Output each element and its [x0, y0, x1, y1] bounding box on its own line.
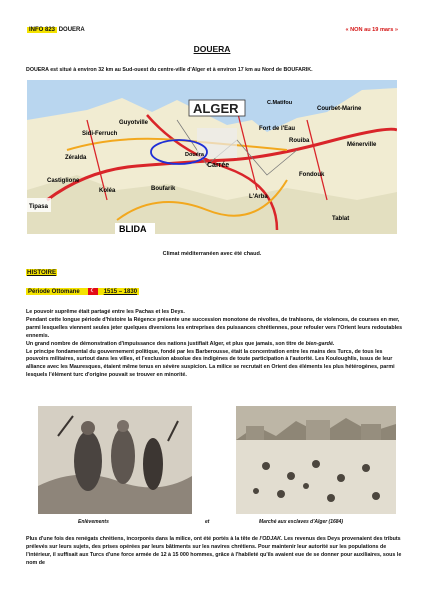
turkish-flag-icon: ☾: [88, 288, 98, 295]
continued-text: Plus d'une fois des renégats chrétiens, incorporés dans la milice, ont été portés à la tête de: [26, 536, 260, 542]
map-label-guyotville: Guyotville: [119, 120, 149, 126]
paragraph-3-end: .: [332, 340, 335, 347]
map-caption: Climat méditerranéen avec été chaud.: [162, 251, 262, 257]
odjak-emphasis: l'ODJAK: [259, 536, 281, 542]
history-text-continued: [26, 536, 404, 568]
paragraph-3-text: Un grand nombre de démonstration d'impuissance des nations justifiait Alger, et plus que jamais, son titre de: [26, 340, 306, 347]
map-label-alger: ALGER: [193, 101, 239, 116]
map-label-fort-de-leau: Fort de l'Eau: [259, 126, 296, 132]
history-text: [26, 309, 404, 380]
image-caption-and: et: [205, 519, 210, 525]
map-label-menerville: Ménerville: [347, 142, 377, 148]
info-tag: [27, 27, 85, 33]
continued-text-end: . Les revenus des Deys provenaient des tributs prélevés sur leurs sujets, des prises opérées par leurs bâtiments sur les navires chrétiens. Pour maintenir leur autorité sur les populations de l'intérieur, il suffisait aux Turcs d'une force armée de 12 à 15 000 hommes, grâce à l'habileté qu'ils avaient eue de se donner pour auxiliaires, sous le nom de: [26, 536, 402, 566]
map-label-maison-carree: Carrée: [207, 162, 230, 169]
map-label-larba: L'Arba: [249, 194, 268, 200]
map-label-douera: Douéra: [185, 152, 204, 158]
map-label-rouiba: Rouiba: [289, 138, 310, 144]
abduction-engraving: [38, 406, 192, 514]
map-drawing: [27, 80, 397, 234]
period-dates: 1515 – 1830: [103, 289, 138, 296]
map-label-boufarik: Boufarik: [151, 186, 176, 192]
map-label-zeralda: Zéralda: [65, 155, 87, 161]
map-label-cap: C.Matifou: [267, 100, 293, 106]
map-label-kolea: Koléa: [99, 188, 116, 194]
map-label-courbet: Courbet-Marine: [317, 106, 362, 112]
info-place: DOUERA: [58, 27, 85, 33]
header-note: « NON au 19 mars »: [345, 27, 398, 33]
period-label: Période Ottomane: [28, 289, 80, 296]
map-label-sidi-ferruch: Sidi-Ferruch: [82, 131, 118, 137]
region-map: [27, 80, 397, 234]
map-label-blida: BLIDA: [119, 224, 147, 234]
paragraph-2: Pendant cette longue période d'histoire la Régence présente une succession monotone de révoltes, de trahisons, de violences, de courses en mer, parmi lesquelles viennent seules jeter quelques diversions les entreprises des puissances chrétiennes, pour refouler vers l'Orient leurs redoutables ennemis.: [26, 316, 403, 339]
map-label-fondouk: Fondouk: [299, 172, 325, 178]
abduction-drawing: [38, 406, 192, 514]
paragraph-3: [26, 341, 404, 349]
paragraph-3-emphasis: bien-gardé: [305, 340, 333, 347]
map-label-tablat: Tablat: [332, 216, 350, 222]
section-title: HISTOIRE: [27, 269, 57, 276]
intro-text: DOUERA est situé à environ 32 km au Sud-ouest du centre-ville d'Alger et à environ 17 km au Nord de BOUFARIK.: [26, 67, 313, 73]
paragraph-1: Le pouvoir suprême était partagé entre les Pachas et les Deys.: [26, 309, 185, 315]
period-heading: [26, 288, 139, 295]
map-label-castiglione: Castiglione: [47, 178, 80, 184]
map-label-tipasa: Tipasa: [29, 204, 48, 210]
image-caption-right: Marché aux esclaves d'Alger (1684): [259, 519, 344, 525]
slave-market-engraving: [236, 406, 396, 514]
paragraph-4: Le principe fondamental du gouvernement politique, fondé par les Barberousse, était la concentration entre les mains des Turcs, de tous les pouvoirs militaires, surtout dans les villes, et l'exclusion absolue des indigènes de toute participation à l'autorité. Les Kouloughlis, issus de leur alliance avec les Mauresques, étaient même tenus en sévère suspicion. La milice se recrutait en Orient des éléments les plus hétérogènes, parmi lesquels l'élément turc d'origine pouvait se trouver en minorité.: [26, 348, 395, 379]
image-caption-left: Enlèvements: [78, 519, 109, 525]
page-title: DOUERA: [193, 44, 231, 54]
slave-market-drawing: [236, 406, 396, 514]
info-number: INFO 823: [29, 27, 56, 33]
